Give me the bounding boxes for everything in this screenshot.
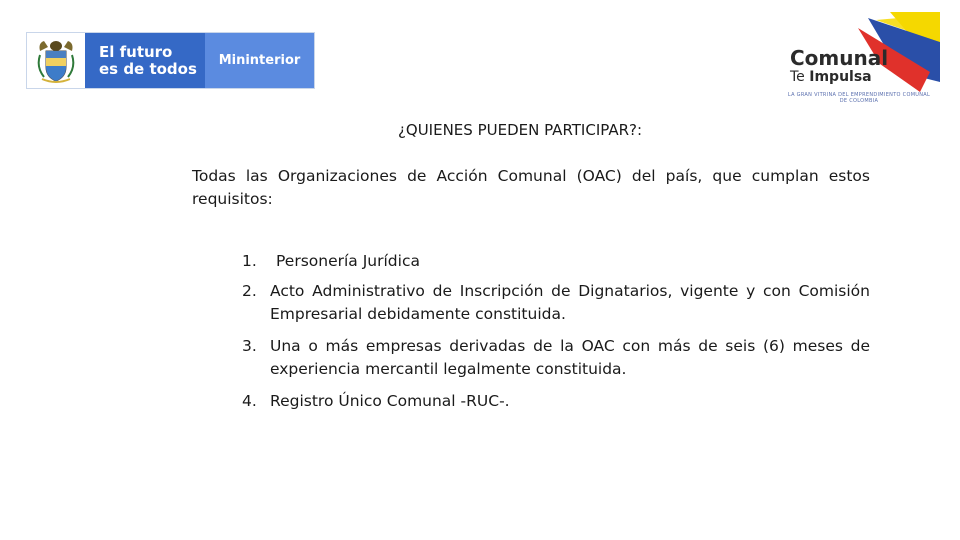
colombia-coat-of-arms-icon: [27, 33, 85, 88]
list-item-text: Registro Único Comunal -RUC-.: [270, 392, 510, 410]
comunal-name: Comunal: [790, 46, 889, 70]
list-item: [242, 280, 870, 326]
list-item-number: 1.: [242, 252, 257, 270]
page-title: ¿QUIENES PUEDEN PARTICIPAR?:: [397, 121, 643, 139]
list-item-number: 3.: [242, 337, 257, 355]
intro-paragraph: Todas las Organizaciones de Acción Comunal (OAC) del país, que cumplan estos requisitos:: [192, 167, 870, 208]
list-item-number: 2.: [242, 282, 257, 300]
gov-logo-banner: [26, 32, 315, 89]
list-item: [242, 390, 870, 413]
gov-slogan-line1: El futuro: [99, 42, 173, 61]
list-item-number: 4.: [242, 392, 257, 410]
ministry-label: Mininterior: [205, 33, 314, 88]
list-item-text: Personería Jurídica: [276, 252, 420, 270]
comunal-te-impulsa-logo: [780, 12, 940, 110]
comunal-subtitle: [790, 69, 872, 85]
comunal-sub-prefix: Te: [790, 69, 810, 85]
gov-slogan: [85, 33, 205, 88]
requirements-list: [242, 250, 870, 422]
comunal-sub-bold: Impulsa: [809, 69, 872, 85]
gov-slogan-line2: es de todos: [99, 59, 197, 78]
list-item-text: Una o más empresas derivadas de la OAC con más de seis (6) meses de experiencia mercantil legalmente constituida.: [270, 337, 870, 378]
list-item: [242, 335, 870, 381]
list-item: [242, 250, 870, 273]
comunal-tagline: LA GRAN VITRINA DEL EMPRENDIMIENTO COMUNAL DE COLOMBIA: [787, 92, 931, 104]
list-item-text: Acto Administrativo de Inscripción de Dignatarios, vigente y con Comisión Empresarial debidamente constituida.: [270, 282, 870, 323]
